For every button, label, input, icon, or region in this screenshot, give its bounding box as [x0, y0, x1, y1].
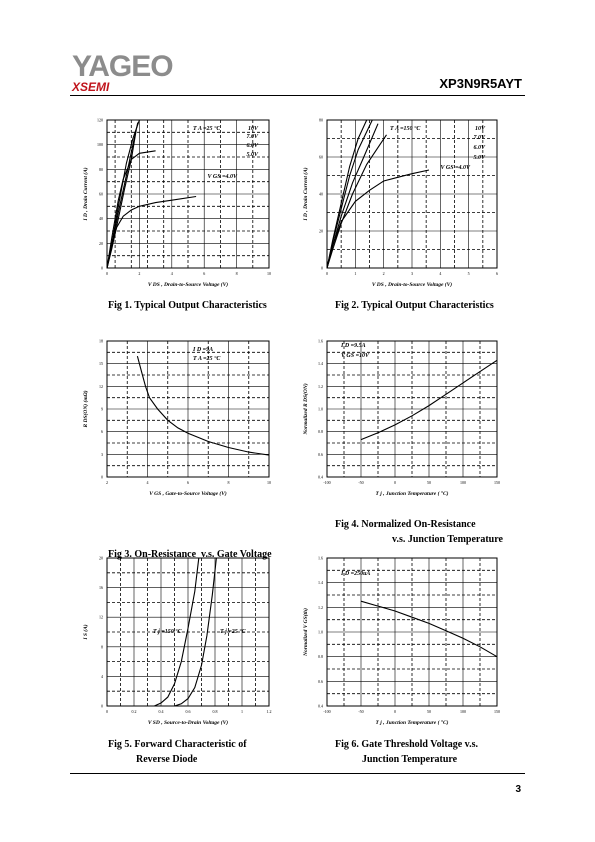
y-tick-label: 1.2	[318, 383, 323, 389]
x-tick-label: 2	[138, 271, 141, 276]
caption-line: Fig 3. On-Resistance v.s. Gate Voltage	[108, 549, 272, 560]
x-tick-label: 0.4	[158, 709, 164, 714]
y-tick-label: 12	[99, 614, 103, 620]
x-tick-label: 10	[267, 271, 271, 276]
y-tick-label: 0.6	[318, 678, 323, 684]
annotation-label: 6.0V	[473, 145, 485, 151]
figure-4	[305, 333, 505, 508]
chart-svg	[305, 112, 505, 287]
x-tick-label: 0	[326, 271, 328, 276]
x-tick-label: 8	[227, 480, 230, 485]
brand-main: YAGEO	[72, 50, 173, 83]
x-tick-label: 2	[382, 271, 385, 276]
y-tick-label: 0.8	[318, 654, 323, 660]
y-tick-label: 20	[99, 240, 103, 246]
y-axis-label: I D , Drain Current (A)	[83, 167, 89, 221]
x-tick-label: 6	[187, 480, 189, 485]
chart-svg	[75, 333, 275, 508]
y-tick-label: 1.0	[318, 406, 323, 412]
y-tick-label: 0	[101, 703, 103, 709]
chart-svg	[305, 550, 505, 725]
y-tick-label: 0.6	[318, 451, 323, 457]
x-axis-label: T j , Junction Temperature ( °C)	[375, 720, 449, 726]
series-line	[327, 124, 378, 268]
caption-fig-2	[335, 298, 494, 313]
annotation-label: T j =150 °C	[153, 629, 182, 635]
figure-3	[75, 333, 275, 508]
part-number: XP3N9R5AYT	[439, 76, 522, 91]
x-tick-label: -50	[358, 480, 364, 485]
x-tick-label: 150	[494, 709, 500, 714]
x-tick-label: 6	[496, 271, 498, 276]
y-tick-label: 9	[101, 406, 103, 412]
caption-fig-6	[335, 737, 478, 767]
page-number: 3	[515, 784, 521, 795]
y-tick-label: 1.6	[318, 338, 323, 344]
y-tick-label: 100	[97, 142, 103, 148]
annotation-label: V GS =10V	[341, 353, 369, 359]
x-tick-label: 4	[146, 480, 149, 485]
x-axis-label: V DS , Drain-to-Source Voltage (V)	[147, 282, 229, 288]
y-tick-label: 18	[99, 338, 103, 344]
annotation-label: 10V	[474, 126, 485, 132]
x-tick-label: 0.8	[212, 709, 218, 714]
x-tick-label: 0.2	[131, 709, 137, 714]
x-tick-label: 4	[170, 271, 173, 276]
x-tick-label: 1.2	[266, 709, 272, 714]
y-tick-label: 20	[99, 555, 103, 561]
annotation-label: 6.0V	[246, 143, 258, 149]
y-tick-label: 40	[319, 191, 323, 197]
x-axis-label: V DS , Drain-to-Source Voltage (V)	[371, 282, 453, 288]
y-tick-label: 80	[99, 166, 103, 172]
caption-line: Junction Temperature	[362, 754, 458, 765]
x-tick-label: 50	[427, 480, 431, 485]
caption-line: v.s. Junction Temperature	[392, 534, 503, 545]
x-tick-label: 10	[267, 480, 271, 485]
annotation-label: V GS =4.0V	[440, 165, 470, 171]
annotation-label: 7.0V	[473, 135, 485, 141]
caption-line: Fig 6. Gate Threshold Voltage v.s.	[335, 739, 478, 750]
series-line	[137, 356, 269, 455]
y-tick-label: 60	[99, 191, 103, 197]
y-tick-label: 20	[319, 228, 323, 234]
x-axis-label: V GS , Gate-to-Source Voltage (V)	[149, 491, 227, 497]
annotation-label: I D =250uA	[341, 571, 371, 577]
x-tick-label: 3	[411, 271, 413, 276]
brand-sub: XSEMI	[72, 80, 110, 94]
x-tick-label: 100	[460, 709, 466, 714]
header-rule	[70, 95, 525, 96]
chart-svg	[305, 333, 505, 508]
y-tick-label: 40	[99, 216, 103, 222]
annotation-label: V GS =4.0V	[207, 174, 237, 180]
caption-fig-4	[335, 517, 503, 547]
annotation-label: 5.0V	[246, 152, 258, 158]
y-tick-label: 3	[101, 451, 103, 457]
y-tick-label: 1.0	[318, 629, 323, 635]
series-line	[327, 170, 429, 268]
x-tick-label: -50	[358, 709, 364, 714]
x-tick-label: 0	[394, 480, 396, 485]
annotation-label: T A =150 °C	[390, 126, 421, 132]
caption-line: Fig 2. Typical Output Characteristics	[335, 300, 494, 311]
x-tick-label: 0	[106, 709, 108, 714]
y-tick-label: 0.4	[318, 474, 323, 480]
figure-6	[305, 550, 505, 725]
x-axis-label: V SD , Source-to-Drain Voltage (V)	[147, 720, 229, 726]
x-tick-label: 4	[439, 271, 442, 276]
y-tick-label: 0	[321, 265, 323, 271]
caption-line: Reverse Diode	[136, 754, 198, 765]
y-tick-label: 4	[101, 673, 103, 679]
x-tick-label: 100	[460, 480, 466, 485]
footer-rule	[70, 773, 525, 774]
y-tick-label: 8	[101, 644, 103, 650]
caption-line: Fig 4. Normalized On-Resistance	[335, 519, 476, 530]
annotation-label: 10V	[247, 126, 258, 132]
x-axis-label: T j , Junction Temperature ( °C)	[375, 491, 449, 497]
y-tick-label: 0	[101, 474, 103, 480]
annotation-label: 7.0V	[246, 134, 258, 140]
y-tick-label: 60	[319, 154, 323, 160]
annotation-label: 5.0V	[473, 155, 485, 161]
caption-fig-5	[108, 737, 247, 767]
x-tick-label: -100	[323, 709, 331, 714]
y-tick-label: 15	[99, 361, 103, 367]
y-tick-label: 0.4	[318, 703, 323, 709]
y-tick-label: 0	[101, 265, 103, 271]
y-tick-label: 1.2	[318, 604, 323, 610]
y-axis-label: Normalized V GS(th)	[303, 608, 309, 656]
y-tick-label: 80	[319, 117, 323, 123]
x-tick-label: 5	[467, 271, 470, 276]
caption-line: Fig 1. Typical Output Characteristics	[108, 300, 267, 311]
x-tick-label: 0	[106, 271, 108, 276]
brand-logo	[72, 52, 173, 94]
annotation-label: I D =9A	[193, 347, 214, 353]
x-tick-label: 0.6	[185, 709, 191, 714]
y-tick-label: 1.6	[318, 555, 323, 561]
y-axis-label: I S (A)	[83, 624, 89, 640]
x-tick-label: 6	[203, 271, 206, 276]
x-tick-label: 150	[494, 480, 500, 485]
y-tick-label: 0.8	[318, 429, 323, 435]
caption-fig-3	[108, 517, 272, 577]
caption-fig-1	[108, 298, 267, 313]
annotation-label: T A =25 °C	[193, 356, 221, 362]
caption-line: Fig 5. Forward Characteristic of	[108, 739, 247, 750]
x-tick-label: 8	[235, 271, 238, 276]
y-tick-label: 1.4	[318, 580, 323, 586]
x-tick-label: 2	[106, 480, 108, 485]
x-tick-label: 1	[241, 709, 243, 714]
annotation-label: I D =9.5A	[341, 343, 366, 349]
x-tick-label: 50	[427, 709, 431, 714]
annotation-label: T A =25 °C	[193, 126, 221, 132]
annotation-label: T j =25 °C	[220, 629, 246, 635]
y-axis-label: Normalized R DS(ON)	[303, 383, 309, 435]
y-axis-label: R DS(ON) (mΩ)	[83, 390, 89, 428]
y-tick-label: 6	[101, 429, 103, 435]
chart-svg	[75, 112, 275, 287]
y-tick-label: 120	[97, 117, 103, 123]
y-tick-label: 12	[99, 383, 103, 389]
y-tick-label: 1.4	[318, 361, 323, 367]
y-axis-label: I D , Drain Current (A)	[303, 167, 309, 221]
x-tick-label: 0	[394, 709, 396, 714]
figure-2	[305, 112, 505, 287]
y-tick-label: 16	[99, 585, 103, 591]
x-tick-label: -100	[323, 480, 331, 485]
figure-1	[75, 112, 275, 287]
x-tick-label: 1	[354, 271, 357, 276]
